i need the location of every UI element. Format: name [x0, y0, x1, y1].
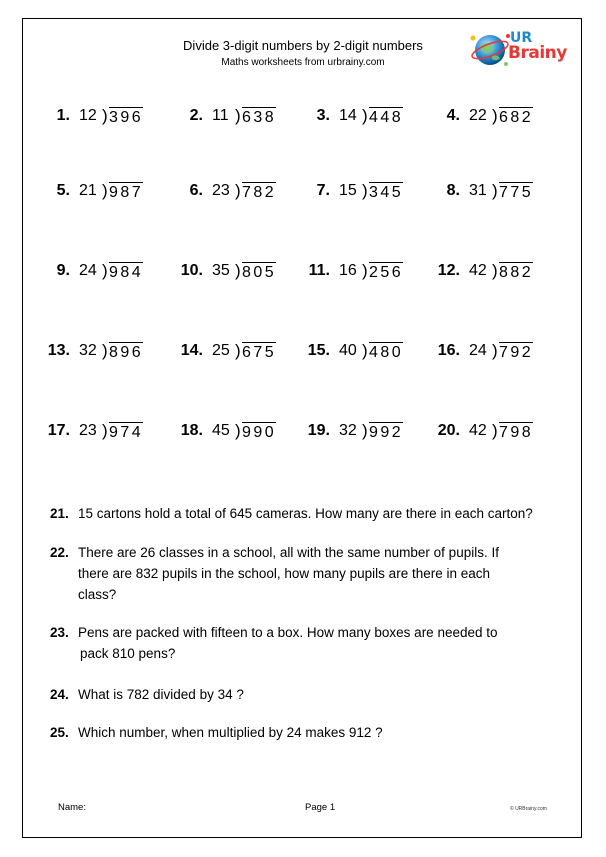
problem-number: 19.: [307, 422, 330, 439]
word-problem-text: [78, 622, 578, 664]
divisor: 15: [339, 182, 357, 199]
division-bracket: ): [492, 106, 498, 125]
division-bracket: ): [492, 341, 498, 360]
divisor: 40: [339, 342, 357, 359]
dividend: 974: [109, 424, 144, 441]
divisor: 23: [79, 422, 97, 439]
divisor: 32: [339, 422, 357, 439]
divisor: 14: [339, 107, 357, 124]
problem-number: 18.: [180, 422, 203, 439]
divisor: 23: [212, 182, 230, 199]
page-number: Page 1: [305, 802, 336, 813]
division-problem: [302, 342, 432, 368]
division-bracket: ): [102, 106, 108, 125]
word-problem-number: 25.: [50, 725, 69, 740]
division-problem: [432, 342, 562, 368]
division-bracket: ): [102, 261, 108, 280]
problem-number: 15.: [307, 342, 330, 359]
division-problem: [175, 182, 305, 208]
dividend: 396: [109, 109, 144, 126]
division-bracket: ): [362, 106, 368, 125]
divisor: 11: [212, 107, 229, 124]
logo-text-brainy: Brainy: [508, 43, 567, 63]
division-bracket: ): [235, 341, 241, 360]
divisor: 22: [469, 107, 487, 124]
division-problem: [432, 107, 562, 133]
problem-number: 8.: [446, 182, 460, 199]
word-problem-line: 15 cartons hold a total of 645 cameras. How many are there in each carton?: [78, 506, 533, 521]
division-bracket: ): [492, 421, 498, 440]
word-problem-line: Pens are packed with fifteen to a box. How many boxes are needed to: [78, 625, 498, 640]
word-problem-text: [78, 503, 578, 524]
dividend: 480: [369, 344, 404, 361]
division-bracket: ): [235, 106, 241, 125]
problem-number: 9.: [56, 262, 70, 279]
dividend: 345: [369, 184, 404, 201]
division-problem: [175, 262, 305, 288]
division-bracket: ): [492, 181, 498, 200]
divisor: 35: [212, 262, 230, 279]
problem-number: 5.: [56, 182, 70, 199]
page-subtitle: Maths worksheets from urbrainy.com: [221, 57, 385, 68]
dividend: 984: [109, 264, 144, 281]
word-problem-number: 24.: [50, 687, 69, 702]
word-problem-line: pack 810 pens?: [80, 646, 176, 661]
dividend: 256: [369, 264, 404, 281]
problem-number: 6.: [189, 182, 203, 199]
division-problem: [175, 342, 305, 368]
word-problem-text: [78, 684, 578, 705]
division-problem: [432, 262, 562, 288]
word-problem-line: there are 832 pupils in the school, how many pupils are there in each: [78, 566, 491, 581]
problem-number: 16.: [437, 342, 460, 359]
divisor: 24: [469, 342, 487, 359]
division-problem: [42, 182, 172, 208]
dividend: 775: [499, 184, 534, 201]
problem-number: 14.: [180, 342, 203, 359]
dividend: 805: [242, 264, 277, 281]
word-problem-number: 22.: [50, 545, 69, 560]
divisor: 31: [469, 182, 487, 199]
division-bracket: ): [102, 421, 108, 440]
word-problem-line: class?: [78, 587, 117, 602]
dividend: 682: [499, 109, 534, 126]
dividend: 798: [499, 424, 534, 441]
division-bracket: ): [102, 341, 108, 360]
dividend: 896: [109, 344, 144, 361]
division-bracket: ): [235, 181, 241, 200]
problem-number: 3.: [316, 107, 330, 124]
division-problem: [302, 107, 432, 133]
problem-number: 13.: [47, 342, 70, 359]
division-problem: [432, 182, 562, 208]
divisor: 12: [79, 107, 97, 124]
dividend: 992: [369, 424, 404, 441]
division-bracket: ): [235, 421, 241, 440]
problem-number: 10.: [180, 262, 203, 279]
logo-text-ur: UR: [510, 30, 533, 46]
division-problem: [42, 262, 172, 288]
urbrainy-logo: [470, 28, 567, 70]
division-bracket: ): [362, 341, 368, 360]
dividend: 782: [242, 184, 277, 201]
division-problem: [42, 422, 172, 448]
divisor: 21: [79, 182, 97, 199]
word-problem-text: [78, 542, 578, 605]
page-title: Divide 3-digit numbers by 2-digit numbers: [183, 38, 423, 53]
problem-number: 7.: [316, 182, 330, 199]
problem-number: 12.: [437, 262, 460, 279]
problem-number: 20.: [437, 422, 460, 439]
division-bracket: ): [362, 261, 368, 280]
word-problem-number: 23.: [50, 625, 69, 640]
division-problem: [175, 422, 305, 448]
copyright-text: © URBrainy.com: [510, 806, 547, 812]
dividend: 448: [369, 109, 404, 126]
division-problem: [302, 182, 432, 208]
division-bracket: ): [362, 421, 368, 440]
word-problem-line: What is 782 divided by 34 ?: [78, 687, 244, 702]
divisor: 25: [212, 342, 230, 359]
divisor: 32: [79, 342, 97, 359]
divisor: 45: [212, 422, 230, 439]
division-bracket: ): [102, 181, 108, 200]
problem-number: 1.: [56, 107, 70, 124]
division-bracket: ): [492, 261, 498, 280]
problem-number: 2.: [189, 107, 203, 124]
division-problem: [302, 422, 432, 448]
dividend: 675: [242, 344, 277, 361]
division-problem: [175, 107, 305, 133]
divisor: 16: [339, 262, 357, 279]
word-problem-line: There are 26 classes in a school, all with the same number of pupils. If: [78, 545, 499, 560]
dividend: 638: [242, 109, 277, 126]
division-problem: [302, 262, 432, 288]
word-problem-text: [78, 722, 578, 743]
dividend: 990: [242, 424, 277, 441]
problem-number: 4.: [446, 107, 460, 124]
division-problem: [432, 422, 562, 448]
divisor: 24: [79, 262, 97, 279]
word-problem-number: 21.: [50, 506, 69, 521]
problem-number: 11.: [308, 262, 330, 279]
division-problem: [42, 107, 172, 133]
division-bracket: ): [235, 261, 241, 280]
divisor: 42: [469, 422, 487, 439]
word-problem-line: Which number, when multiplied by 24 makes 912 ?: [78, 725, 383, 740]
division-bracket: ): [362, 181, 368, 200]
dividend: 987: [109, 184, 144, 201]
dividend: 792: [499, 344, 534, 361]
division-problem: [42, 342, 172, 368]
problem-number: 17.: [47, 422, 70, 439]
name-label: Name:: [58, 802, 86, 813]
divisor: 42: [469, 262, 487, 279]
dividend: 882: [499, 264, 534, 281]
